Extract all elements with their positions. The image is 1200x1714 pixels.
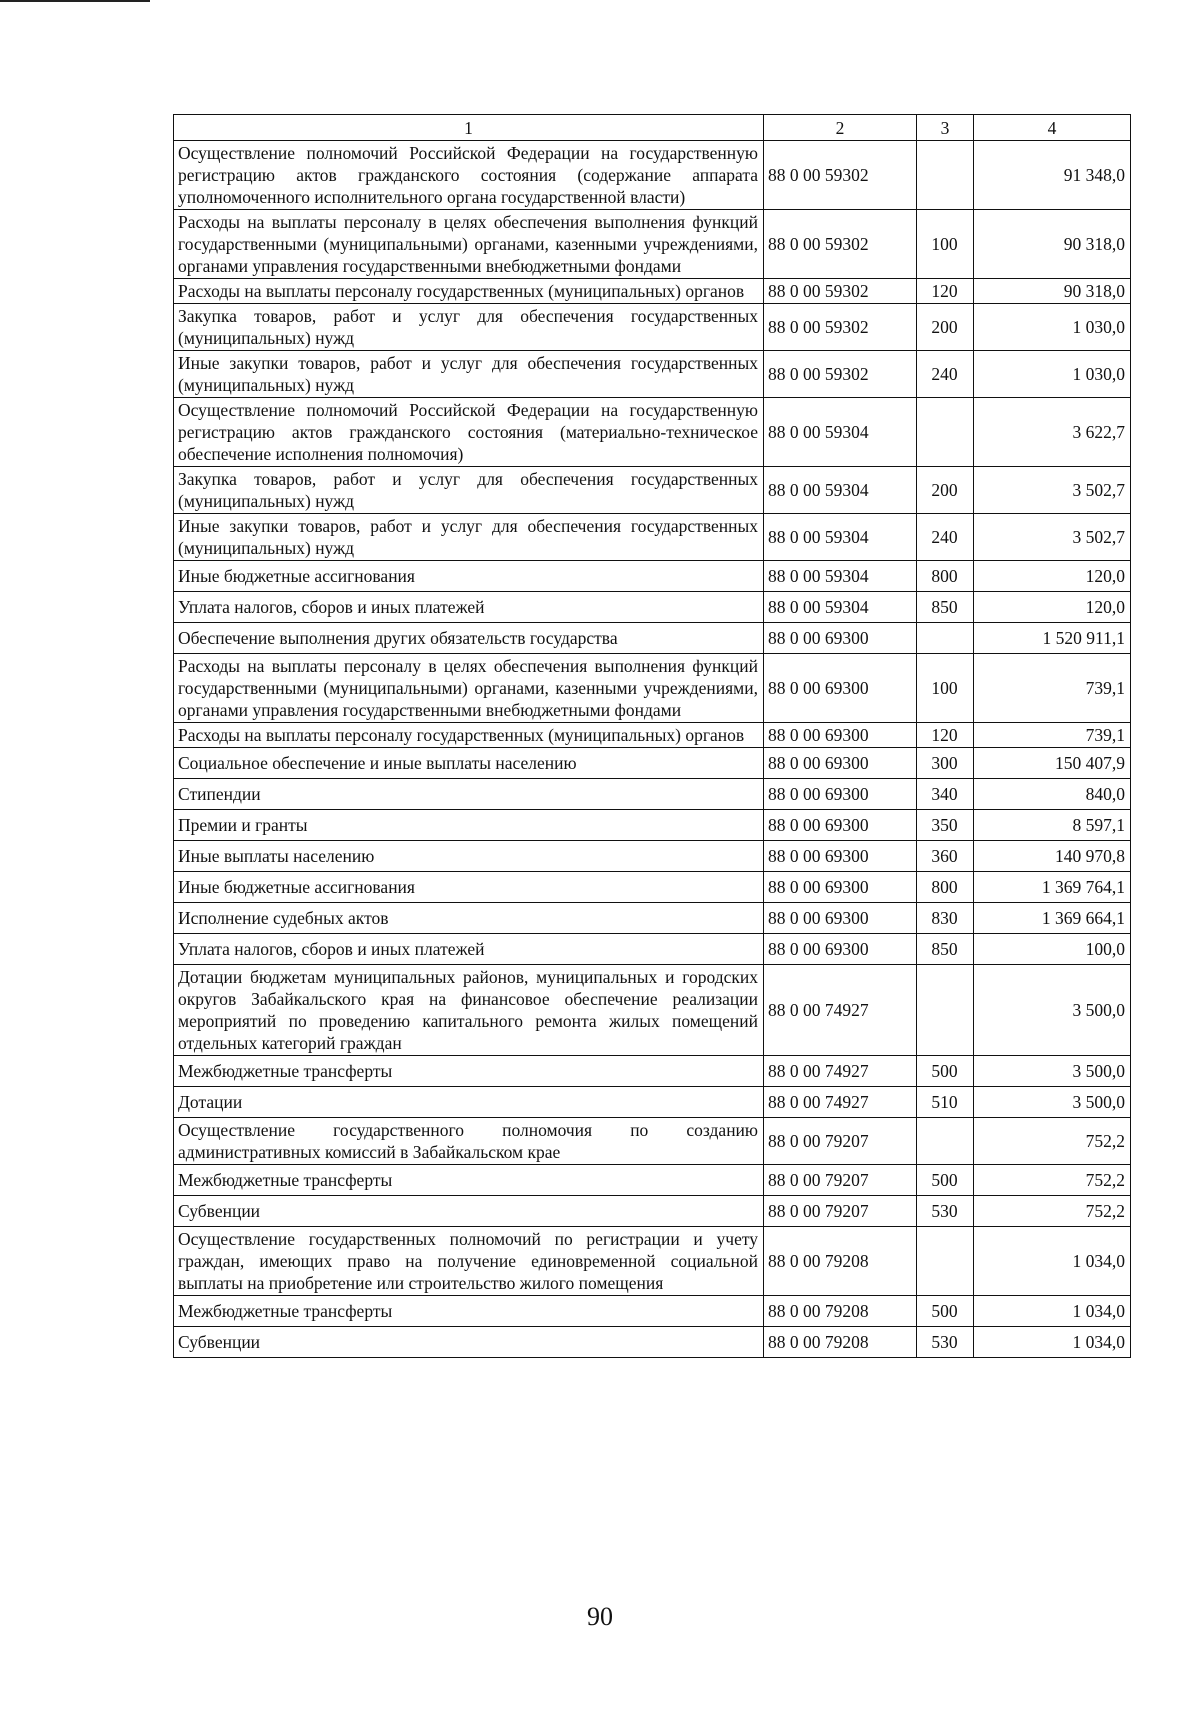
row-name: Субвенции [174, 1196, 764, 1227]
row-name: Расходы на выплаты персоналу государственных (муниципальных) органов [174, 723, 764, 748]
row-sum: 120,0 [974, 561, 1131, 592]
row-kind [917, 1118, 974, 1165]
row-code: 88 0 00 59302 [764, 141, 917, 210]
header-col-3: 3 [917, 115, 974, 141]
row-kind: 100 [917, 654, 974, 723]
row-name: Расходы на выплаты персоналу в целях обеспечения выполнения функций государственными (муниципальными) органами, казенными учреждениями, органами управления государственными внебюджетными фондами [174, 654, 764, 723]
row-sum: 1 034,0 [974, 1296, 1131, 1327]
row-name: Социальное обеспечение и иные выплаты населению [174, 748, 764, 779]
row-code: 88 0 00 69300 [764, 748, 917, 779]
row-name: Расходы на выплаты персоналу государственных (муниципальных) органов [174, 279, 764, 304]
row-kind: 830 [917, 903, 974, 934]
row-code: 88 0 00 59304 [764, 398, 917, 467]
row-sum: 840,0 [974, 779, 1131, 810]
table-row [174, 903, 1131, 934]
page-number: 90 [587, 1602, 613, 1631]
table-body [174, 141, 1131, 1358]
row-kind: 530 [917, 1196, 974, 1227]
row-code: 88 0 00 79207 [764, 1118, 917, 1165]
row-name: Иные закупки товаров, работ и услуг для обеспечения государственных (муниципальных) нужд [174, 351, 764, 398]
row-kind: 100 [917, 210, 974, 279]
row-name: Стипендии [174, 779, 764, 810]
header-col-1: 1 [174, 115, 764, 141]
row-sum: 150 407,9 [974, 748, 1131, 779]
row-name: Уплата налогов, сборов и иных платежей [174, 934, 764, 965]
table-row [174, 1196, 1131, 1227]
row-name: Премии и гранты [174, 810, 764, 841]
table-row [174, 1087, 1131, 1118]
row-kind [917, 623, 974, 654]
row-sum: 1 520 911,1 [974, 623, 1131, 654]
row-sum: 3 622,7 [974, 398, 1131, 467]
row-code: 88 0 00 69300 [764, 810, 917, 841]
row-code: 88 0 00 69300 [764, 623, 917, 654]
row-kind: 360 [917, 841, 974, 872]
row-name: Межбюджетные трансферты [174, 1056, 764, 1087]
row-kind: 500 [917, 1296, 974, 1327]
row-kind: 120 [917, 723, 974, 748]
row-name: Расходы на выплаты персоналу в целях обеспечения выполнения функций государственными (муниципальными) органами, казенными учреждениями, органами управления государственными внебюджетными фондами [174, 210, 764, 279]
row-code: 88 0 00 79208 [764, 1327, 917, 1358]
row-code: 88 0 00 79208 [764, 1296, 917, 1327]
row-kind: 850 [917, 592, 974, 623]
row-sum: 1 034,0 [974, 1327, 1131, 1358]
row-sum: 739,1 [974, 654, 1131, 723]
row-sum: 739,1 [974, 723, 1131, 748]
table-row [174, 279, 1131, 304]
table-row [174, 1165, 1131, 1196]
row-sum: 752,2 [974, 1165, 1131, 1196]
row-code: 88 0 00 79207 [764, 1165, 917, 1196]
row-sum: 1 034,0 [974, 1227, 1131, 1296]
row-kind: 510 [917, 1087, 974, 1118]
row-kind: 800 [917, 872, 974, 903]
table-row [174, 623, 1131, 654]
row-sum: 1 369 664,1 [974, 903, 1131, 934]
row-code: 88 0 00 69300 [764, 654, 917, 723]
table-row [174, 1056, 1131, 1087]
table-row [174, 872, 1131, 903]
row-kind: 800 [917, 561, 974, 592]
table-row [174, 398, 1131, 467]
row-sum: 3 500,0 [974, 1056, 1131, 1087]
row-name: Иные бюджетные ассигнования [174, 561, 764, 592]
table-row [174, 304, 1131, 351]
row-name: Субвенции [174, 1327, 764, 1358]
table-row [174, 467, 1131, 514]
row-kind: 530 [917, 1327, 974, 1358]
scan-edge-line [0, 0, 150, 2]
row-kind: 200 [917, 304, 974, 351]
row-name: Межбюджетные трансферты [174, 1296, 764, 1327]
row-kind [917, 141, 974, 210]
row-code: 88 0 00 59304 [764, 592, 917, 623]
row-sum: 3 500,0 [974, 965, 1131, 1056]
row-sum: 8 597,1 [974, 810, 1131, 841]
row-sum: 120,0 [974, 592, 1131, 623]
row-name: Осуществление полномочий Российской Федерации на государственную регистрацию актов гражданского состояния (содержание аппарата уполномоченного исполнительного органа государственной власти) [174, 141, 764, 210]
row-name: Иные закупки товаров, работ и услуг для обеспечения государственных (муниципальных) нужд [174, 514, 764, 561]
row-code: 88 0 00 59302 [764, 351, 917, 398]
row-code: 88 0 00 59304 [764, 561, 917, 592]
table-row [174, 1227, 1131, 1296]
row-name: Дотации [174, 1087, 764, 1118]
row-kind: 240 [917, 514, 974, 561]
row-name: Осуществление государственного полномочия по созданию административных комиссий в Забайкальском крае [174, 1118, 764, 1165]
budget-table [173, 114, 1131, 1358]
row-name: Обеспечение выполнения других обязательств государства [174, 623, 764, 654]
row-name: Закупка товаров, работ и услуг для обеспечения государственных (муниципальных) нужд [174, 304, 764, 351]
row-sum: 3 502,7 [974, 467, 1131, 514]
row-name: Межбюджетные трансферты [174, 1165, 764, 1196]
row-code: 88 0 00 59302 [764, 304, 917, 351]
row-code: 88 0 00 69300 [764, 934, 917, 965]
table-row [174, 810, 1131, 841]
row-name: Уплата налогов, сборов и иных платежей [174, 592, 764, 623]
row-sum: 90 318,0 [974, 210, 1131, 279]
row-kind: 240 [917, 351, 974, 398]
row-sum: 90 318,0 [974, 279, 1131, 304]
table-row [174, 141, 1131, 210]
header-col-2: 2 [764, 115, 917, 141]
table-row [174, 514, 1131, 561]
row-kind [917, 398, 974, 467]
row-code: 88 0 00 59304 [764, 514, 917, 561]
table-row [174, 592, 1131, 623]
row-kind: 200 [917, 467, 974, 514]
row-code: 88 0 00 69300 [764, 779, 917, 810]
table-row [174, 654, 1131, 723]
row-kind [917, 965, 974, 1056]
table-header-row [174, 115, 1131, 141]
row-code: 88 0 00 69300 [764, 903, 917, 934]
table-row [174, 723, 1131, 748]
row-code: 88 0 00 59302 [764, 210, 917, 279]
table-row [174, 1327, 1131, 1358]
table-row [174, 210, 1131, 279]
row-sum: 752,2 [974, 1118, 1131, 1165]
header-col-4: 4 [974, 115, 1131, 141]
row-kind: 350 [917, 810, 974, 841]
row-sum: 1 369 764,1 [974, 872, 1131, 903]
table-row [174, 779, 1131, 810]
table-row [174, 351, 1131, 398]
table-row [174, 1296, 1131, 1327]
row-name: Осуществление полномочий Российской Федерации на государственную регистрацию актов гражданского состояния (материально-техническое обеспечение исполнения полномочия) [174, 398, 764, 467]
row-name: Иные выплаты населению [174, 841, 764, 872]
table-row [174, 1118, 1131, 1165]
row-code: 88 0 00 79208 [764, 1227, 917, 1296]
table-row [174, 934, 1131, 965]
row-sum: 100,0 [974, 934, 1131, 965]
row-sum: 3 502,7 [974, 514, 1131, 561]
row-code: 88 0 00 69300 [764, 841, 917, 872]
row-sum: 140 970,8 [974, 841, 1131, 872]
row-sum: 1 030,0 [974, 304, 1131, 351]
row-code: 88 0 00 59302 [764, 279, 917, 304]
row-code: 88 0 00 69300 [764, 872, 917, 903]
row-name: Осуществление государственных полномочий по регистрации и учету граждан, имеющих право на получение единовременной социальной выплаты на приобретение или строительство жилого помещения [174, 1227, 764, 1296]
row-kind: 120 [917, 279, 974, 304]
row-sum: 3 500,0 [974, 1087, 1131, 1118]
row-kind: 340 [917, 779, 974, 810]
row-sum: 1 030,0 [974, 351, 1131, 398]
row-code: 88 0 00 59304 [764, 467, 917, 514]
row-sum: 91 348,0 [974, 141, 1131, 210]
row-name: Дотации бюджетам муниципальных районов, муниципальных и городских округов Забайкальского края на финансовое обеспечение реализации мероприятий по проведению капитального ремонта жилых помещений отдельных категорий граждан [174, 965, 764, 1056]
row-kind: 850 [917, 934, 974, 965]
row-name: Исполнение судебных актов [174, 903, 764, 934]
row-name: Иные бюджетные ассигнования [174, 872, 764, 903]
table-row [174, 841, 1131, 872]
row-kind: 500 [917, 1056, 974, 1087]
row-code: 88 0 00 69300 [764, 723, 917, 748]
row-name: Закупка товаров, работ и услуг для обеспечения государственных (муниципальных) нужд [174, 467, 764, 514]
table-row [174, 748, 1131, 779]
table-row [174, 965, 1131, 1056]
row-sum: 752,2 [974, 1196, 1131, 1227]
row-code: 88 0 00 79207 [764, 1196, 917, 1227]
row-kind: 500 [917, 1165, 974, 1196]
row-kind [917, 1227, 974, 1296]
row-code: 88 0 00 74927 [764, 1056, 917, 1087]
row-code: 88 0 00 74927 [764, 965, 917, 1056]
row-code: 88 0 00 74927 [764, 1087, 917, 1118]
table-row [174, 561, 1131, 592]
row-kind: 300 [917, 748, 974, 779]
